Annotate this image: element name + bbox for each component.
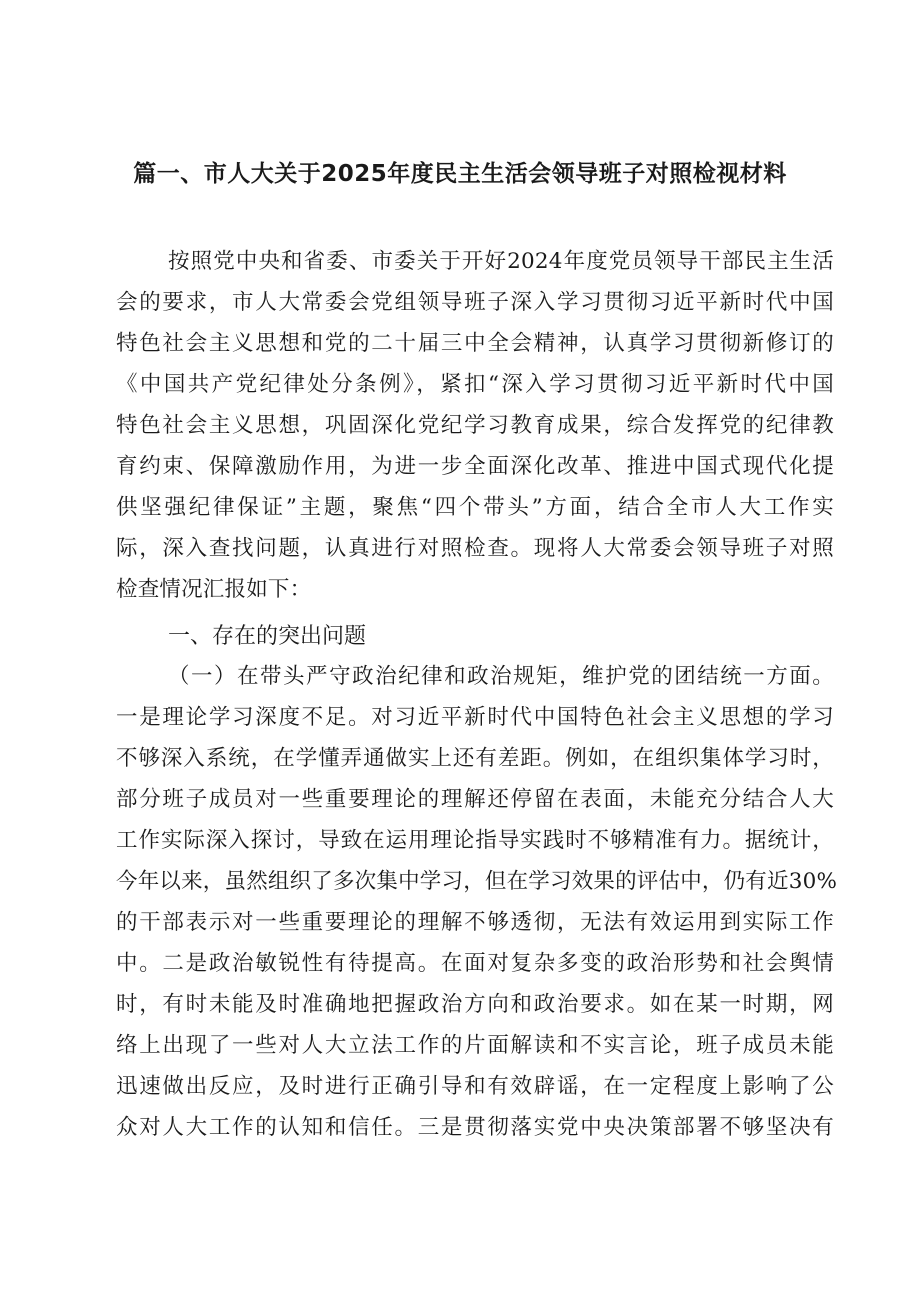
body-line: 络上出现了一些对人大立法工作的片面解读和不实言论，班子成员未能 bbox=[116, 1033, 834, 1058]
intro-line: 育约束、保障激励作用，为进一步全面深化改革、推进中国式现代化提 bbox=[116, 454, 834, 479]
section-heading: 一、存在的突出问题 bbox=[168, 624, 367, 649]
body-line: （一）在带头严守政治纪律和政治规矩，维护党的团结统一方面。 bbox=[168, 664, 834, 689]
body-line: 的干部表示对一些重要理论的理解不够透彻，无法有效运用到实际工作 bbox=[116, 910, 834, 935]
body-line: 不够深入系统，在学懂弄通做实上还有差距。例如，在组织集体学习时， bbox=[116, 746, 834, 771]
document-title: 篇一、市人大关于2025年度民主生活会领导班子对照检视材料 bbox=[133, 161, 787, 187]
body-line: 部分班子成员对一些重要理论的理解还停留在表面，未能充分结合人大 bbox=[116, 787, 834, 812]
intro-line: 际，深入查找问题，认真进行对照检查。现将人大常委会领导班子对照 bbox=[116, 536, 834, 561]
intro-line: 按照党中央和省委、市委关于开好2024年度党员领导干部民主生活 bbox=[168, 249, 834, 274]
body-line: 时，有时未能及时准确地把握政治方向和政治要求。如在某一时期，网 bbox=[116, 992, 834, 1017]
body-line: 中。二是政治敏锐性有待提高。在面对复杂多变的政治形势和社会舆情 bbox=[116, 951, 834, 976]
intro-line: 《中国共产党纪律处分条例》，紧扣“深入学习贯彻习近平新时代中国 bbox=[116, 372, 834, 397]
body-line: 工作实际深入探讨，导致在运用理论指导实践时不够精准有力。据统计， bbox=[116, 828, 834, 853]
intro-line: 特色社会主义思想，巩固深化党纪学习教育成果，综合发挥党的纪律教 bbox=[116, 413, 834, 438]
body-line: 迅速做出反应，及时进行正确引导和有效辟谣，在一定程度上影响了公 bbox=[116, 1074, 834, 1099]
intro-line: 检查情况汇报如下： bbox=[116, 577, 312, 602]
intro-line: 供坚强纪律保证”主题，聚焦“四个带头”方面，结合全市人大工作实 bbox=[116, 495, 834, 520]
body-line: 众对人大工作的认知和信任。三是贯彻落实党中央决策部署不够坚决有 bbox=[116, 1115, 834, 1140]
body-line: 一是理论学习深度不足。对习近平新时代中国特色社会主义思想的学习 bbox=[116, 705, 834, 730]
intro-line: 会的要求，市人大常委会党组领导班子深入学习贯彻习近平新时代中国 bbox=[116, 290, 834, 315]
intro-line: 特色社会主义思想和党的二十届三中全会精神，认真学习贯彻新修订的 bbox=[116, 331, 834, 356]
body-line: 今年以来，虽然组织了多次集中学习，但在学习效果的评估中，仍有近30% bbox=[116, 869, 838, 894]
